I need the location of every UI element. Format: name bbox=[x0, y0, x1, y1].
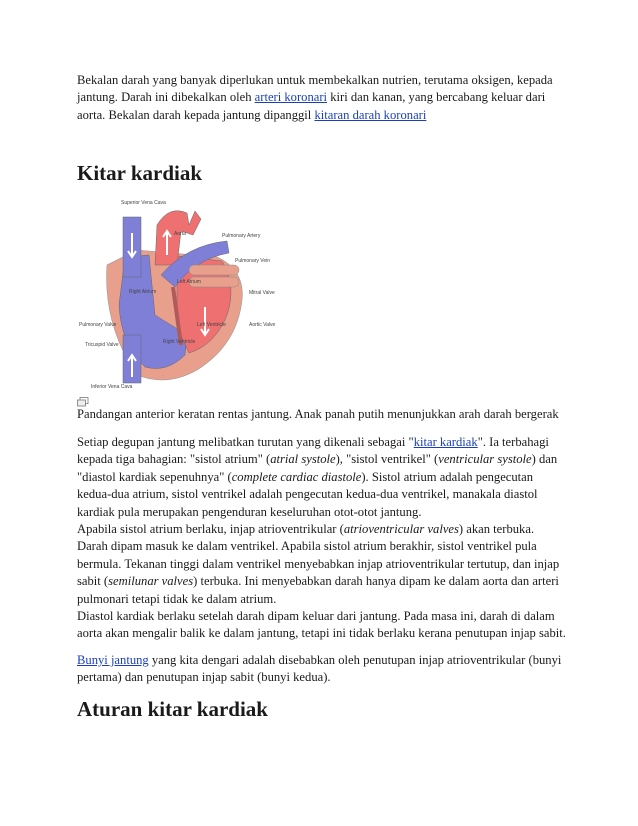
label-pulmonary-vein: Pulmonary Vein bbox=[235, 258, 271, 264]
svg-text:Superior Vena Cava bbox=[121, 200, 166, 206]
paragraph-sistol-atrium bbox=[77, 521, 567, 608]
p5-text-1: yang kita dengari adalah disebabkan oleh penutupan injap atrioventrikular (bunyi pertama) dan penutupan injap sabit (bunyi kedua). bbox=[77, 653, 562, 685]
pulmonary-vein-vessel bbox=[189, 265, 239, 275]
p2-text-1: Setiap degupan jantung melibatkan turutan yang dikenali sebagai " bbox=[77, 435, 414, 449]
p2-text-3: ), "sistol ventrikel" ( bbox=[335, 452, 439, 467]
paragraph-bunyi-jantung bbox=[77, 652, 567, 687]
label-tricuspid-valve: Tricuspid Valve bbox=[85, 342, 119, 348]
label-superior-vena-cava: Superior Vena Cava bbox=[121, 200, 166, 206]
link-kitar-kardiak[interactable]: kitar kardiak bbox=[413, 435, 478, 449]
intro-paragraph bbox=[77, 72, 567, 124]
p2-text-5: ). Sistol atrium adalah pengecutan kedua-dua atrium, sistol ventrikel adalah pengecutan kedua-dua ventrikel, manakala diastol kardiak pula merupakan pengenduran keseluruhan otot-otot jantung. bbox=[77, 469, 538, 519]
p3-text-2: ) akan terbuka. Darah dipam masuk ke dalam ventrikel. Apabila sistol atrium berakhir, sistol ventrikel pula bermula. Tekanan tinggi dalam ventrikel menyebabkan injap atrioventrikular tertutup, dan injap sabit ( bbox=[77, 522, 560, 589]
p3-text-1: Apabila sistol atrium berlaku, injap atrioventrikular ( bbox=[77, 522, 344, 536]
label-pulmonary-artery: Pulmonary Artery bbox=[222, 233, 261, 239]
label-right-atrium: Right Atrium bbox=[129, 289, 157, 295]
link-arteri-koronari[interactable]: arteri koronari bbox=[254, 90, 328, 105]
label-mitral-valve: Mitral Valve bbox=[249, 290, 275, 296]
p2-italic-3: complete cardiac diastole bbox=[231, 469, 362, 484]
label-pulmonary-valve: Pulmonary Valve bbox=[79, 322, 117, 328]
label-left-ventricle: Left Ventricle bbox=[197, 322, 226, 328]
label-left-atrium: Left Atrium bbox=[177, 279, 201, 285]
figure-caption: Pandangan anterior keratan rentas jantung. Anak panah putih menunjukkan arah darah bergerak bbox=[77, 407, 559, 421]
heading-aturan-kitar-kardiak: Aturan kitar kardiak bbox=[77, 697, 268, 721]
p2-italic-2: ventricular systole bbox=[438, 452, 532, 467]
link-kitaran-darah-koronari[interactable]: kitaran darah koronari bbox=[314, 107, 427, 122]
p3-italic-2: semilunar valves bbox=[108, 574, 194, 589]
paragraph-kitar-kardiak bbox=[77, 434, 567, 521]
label-inferior-vena-cava: Inferior Vena Cava bbox=[91, 384, 133, 390]
paragraph-diastol: Diastol kardiak berlaku setelah darah dipam keluar dari jantung. Pada masa ini, darah di dalam aorta akan mengalir balik ke dalam jantung, tetapi ini tidak berlaku kerana penutupan injap sabit. bbox=[77, 609, 566, 641]
intro-text-1: Bekalan darah yang banyak diperlukan untuk membekalkan nutrien, terutama oksigen, kepada jantung. Darah ini dibekalkan oleh bbox=[77, 73, 553, 105]
label-right-ventricle: Right Ventricle bbox=[163, 339, 196, 345]
p2-text-2: ". Ia terbahagi kepada tiga bahagian: "sistol atrium" ( bbox=[77, 435, 549, 467]
p2-text-4: ) dan "diastol kardiak sepenuhnya" ( bbox=[77, 452, 558, 484]
p3-italic-1: atrioventricular valves bbox=[343, 522, 459, 536]
heart-diagram bbox=[77, 195, 276, 395]
heading-kitar-kardiak: Kitar kardiak bbox=[77, 161, 203, 185]
intro-text-2: kiri dan kanan, yang bercabang keluar dari aorta. Bekalan darah kepada jantung dipanggil bbox=[77, 90, 546, 122]
p3-text-3: ) terbuka. Ini menyebabkan darah hanya dipam ke dalam aorta dan arteri pulmonari tetapi tidak ke dalam atrium. bbox=[77, 574, 559, 606]
label-aorta: Aorta bbox=[174, 231, 186, 237]
p2-italic-1: atrial systole bbox=[270, 452, 336, 467]
label-aortic-valve: Aortic Valve bbox=[249, 322, 276, 328]
link-bunyi-jantung[interactable]: Bunyi jantung bbox=[77, 653, 149, 667]
